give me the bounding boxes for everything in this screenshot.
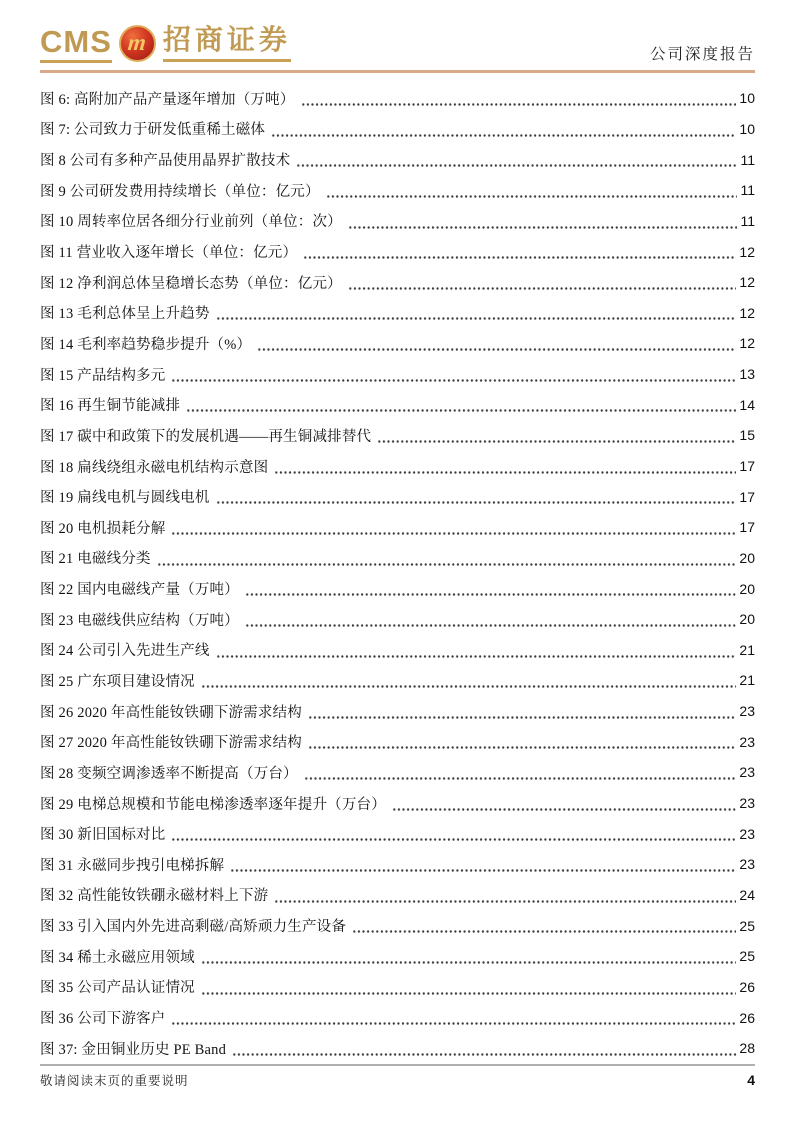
toc-entry[interactable] [40,573,755,604]
toc-entry[interactable] [40,389,755,420]
toc-entry-page: 23 [739,825,755,842]
toc-leader-dots [308,696,736,727]
toc-entry-label: 图 15 产品结构多元 [40,367,166,384]
toc-entry-page: 24 [739,886,755,903]
toc-leader-dots [201,941,737,972]
cms-logo-chinese: 招商证券 [163,27,291,62]
toc-entry-page: 12 [739,274,755,291]
toc-entry[interactable] [40,757,755,788]
toc-entry-label: 图 20 电机损耗分解 [40,520,166,537]
toc-leader-dots [296,144,737,175]
toc-leader-dots [216,635,737,666]
toc-entry[interactable] [40,359,755,390]
toc-entry[interactable] [40,941,755,972]
toc-leader-dots [171,1002,736,1033]
toc-entry[interactable] [40,175,755,206]
toc-entry-label: 图 28 变频空调渗透率不断提高（万台） [40,765,298,782]
toc-entry-label: 图 25 广东项目建设情况 [40,673,195,690]
toc-entry[interactable] [40,604,755,635]
toc-leader-dots [377,420,736,451]
toc-leader-dots [348,267,737,298]
toc-leader-dots [201,665,737,696]
toc-entry-label: 图 31 永磁同步拽引电梯拆解 [40,857,225,874]
toc-entry-label: 图 30 新旧国标对比 [40,827,166,844]
toc-entry[interactable] [40,267,755,298]
toc-entry-label: 图 35 公司产品认证情况 [40,980,195,997]
page-footer [40,1071,755,1089]
toc-leader-dots [171,359,736,390]
cms-logo-text: CMS [40,26,112,63]
toc-entry[interactable] [40,818,755,849]
toc-entry-page: 20 [739,549,755,566]
toc-leader-dots [274,880,736,911]
toc-entry-page: 23 [739,733,755,750]
toc-entry[interactable] [40,665,755,696]
toc-entry-page: 14 [739,396,755,413]
toc-leader-dots [301,83,737,114]
toc-leader-dots [245,604,736,635]
toc-entry-page: 20 [739,580,755,597]
toc-entry-page: 10 [739,120,755,137]
toc-entry[interactable] [40,910,755,941]
toc-entry[interactable] [40,880,755,911]
toc-leader-dots [171,512,736,543]
toc-entry-label: 图 17 碳中和政策下的发展机遇——再生铜减排替代 [40,428,372,445]
page-number: 4 [747,1072,755,1088]
toc-leader-dots [157,543,737,574]
toc-entry[interactable] [40,420,755,451]
toc-entry-label: 图 36 公司下游客户 [40,1011,166,1028]
toc-entry-label: 图 14 毛利率趋势稳步提升（%） [40,336,252,353]
toc-leader-dots [216,297,737,328]
toc-entry-label: 图 23 电磁线供应结构（万吨） [40,612,239,629]
toc-entry-label: 图 24 公司引入先进生产线 [40,643,210,660]
toc-entry[interactable] [40,451,755,482]
toc-leader-dots [308,726,736,757]
toc-entry[interactable] [40,849,755,880]
toc-entry-label: 图 11 营业收入逐年增长（单位：亿元） [40,245,298,262]
toc-entry-page: 11 [740,212,755,229]
toc-entry-label: 图 34 稀土永磁应用领域 [40,949,195,966]
toc-entry-page: 28 [739,1040,755,1057]
toc-entry-page: 26 [739,1009,755,1026]
toc-leader-dots [186,389,736,420]
toc-entry[interactable] [40,1033,755,1064]
toc-entry-page: 23 [739,856,755,873]
toc-entry[interactable] [40,297,755,328]
toc-entry-label: 图 33 引入国内外先进高剩磁/高矫顽力生产设备 [40,919,347,936]
toc-leader-dots [348,206,738,237]
toc-leader-dots [216,481,737,512]
cms-badge-glyph: m [127,30,148,55]
toc-leader-dots [303,236,736,267]
toc-entry[interactable] [40,328,755,359]
toc-entry[interactable] [40,83,755,114]
toc-leader-dots [274,451,736,482]
figure-list [40,83,755,1064]
toc-entry-page: 17 [739,519,755,536]
toc-leader-dots [171,818,736,849]
toc-entry[interactable] [40,481,755,512]
toc-leader-dots [304,757,737,788]
toc-entry-page: 23 [739,764,755,781]
toc-entry-page: 12 [739,335,755,352]
toc-entry-label: 图 26 2020 年高性能钕铁硼下游需求结构 [40,704,302,721]
report-type-label: 公司深度报告 [649,46,755,63]
toc-entry-page: 17 [739,458,755,474]
toc-entry-page: 25 [739,948,755,965]
toc-entry-label: 图 13 毛利总体呈上升趋势 [40,306,210,323]
toc-entry-label: 图 9 公司研发费用持续增长（单位：亿元） [40,183,320,200]
toc-entry-page: 23 [739,795,755,812]
toc-entry-label: 图 27 2020 年高性能钕铁硼下游需求结构 [40,735,302,752]
toc-entry-page: 10 [739,90,755,107]
toc-entry-page: 11 [740,151,755,168]
toc-entry[interactable] [40,206,755,237]
toc-entry[interactable] [40,144,755,175]
toc-entry[interactable] [40,543,755,574]
toc-entry-page: 15 [739,427,755,444]
toc-leader-dots [245,573,736,604]
cms-badge-icon [119,25,156,62]
toc-entry-label: 图 7: 公司致力于研发低重稀土磁体 [40,122,266,139]
toc-entry-page: 23 [739,703,755,720]
toc-entry-page: 26 [739,978,755,995]
toc-entry-label: 图 6: 高附加产品产量逐年增加（万吨） [40,91,295,108]
toc-entry-label: 图 32 高性能钕铁硼永磁材料上下游 [40,888,269,905]
toc-entry-page: 17 [739,488,755,505]
toc-entry-label: 图 8 公司有多种产品使用晶界扩散技术 [40,153,291,170]
toc-entry-page: 21 [739,672,755,689]
toc-entry-page: 12 [739,304,755,321]
toc-leader-dots [230,849,736,880]
toc-entry[interactable] [40,236,755,267]
toc-entry-label: 图 16 再生铜节能减排 [40,398,181,415]
toc-entry-page: 25 [739,917,755,934]
toc-entry-label: 图 21 电磁线分类 [40,551,151,568]
toc-leader-dots [257,328,736,359]
toc-entry-page: 21 [739,641,755,658]
toc-entry[interactable] [40,1002,755,1033]
toc-entry[interactable] [40,726,755,757]
toc-entry[interactable] [40,635,755,666]
toc-leader-dots [271,114,736,145]
toc-leader-dots [352,910,736,941]
footer-divider [40,1064,755,1066]
toc-entry-label: 图 37: 金田铜业历史 PE Band [40,1041,227,1058]
toc-entry-label: 图 10 周转率位居各细分行业前列（单位：次） [40,214,342,231]
toc-entry-label: 图 18 扁线绕组永磁电机结构示意图 [40,459,269,476]
toc-leader-dots [232,1033,736,1064]
toc-entry-label: 图 19 扁线电机与圆线电机 [40,490,210,507]
toc-entry[interactable] [40,114,755,145]
toc-leader-dots [392,788,736,819]
toc-entry-page: 20 [739,611,755,628]
toc-entry-page: 12 [739,243,755,260]
toc-entry[interactable] [40,512,755,543]
toc-entry[interactable] [40,788,755,819]
toc-entry-label: 图 12 净利润总体呈稳增长态势（单位：亿元） [40,275,342,292]
toc-entry-label: 图 22 国内电磁线产量（万吨） [40,582,239,599]
toc-entry-label: 图 29 电梯总规模和节能电梯渗透率逐年提升（万台） [40,796,386,813]
header-divider [40,70,755,73]
toc-leader-dots [326,175,738,206]
toc-entry-page: 11 [740,182,755,199]
toc-entry[interactable] [40,696,755,727]
toc-entry[interactable] [40,972,755,1003]
footer-disclaimer: 敬请阅读末页的重要说明 [40,1074,189,1088]
toc-entry-page: 13 [739,366,755,383]
toc-leader-dots [201,972,737,1003]
cms-logo [40,25,291,64]
